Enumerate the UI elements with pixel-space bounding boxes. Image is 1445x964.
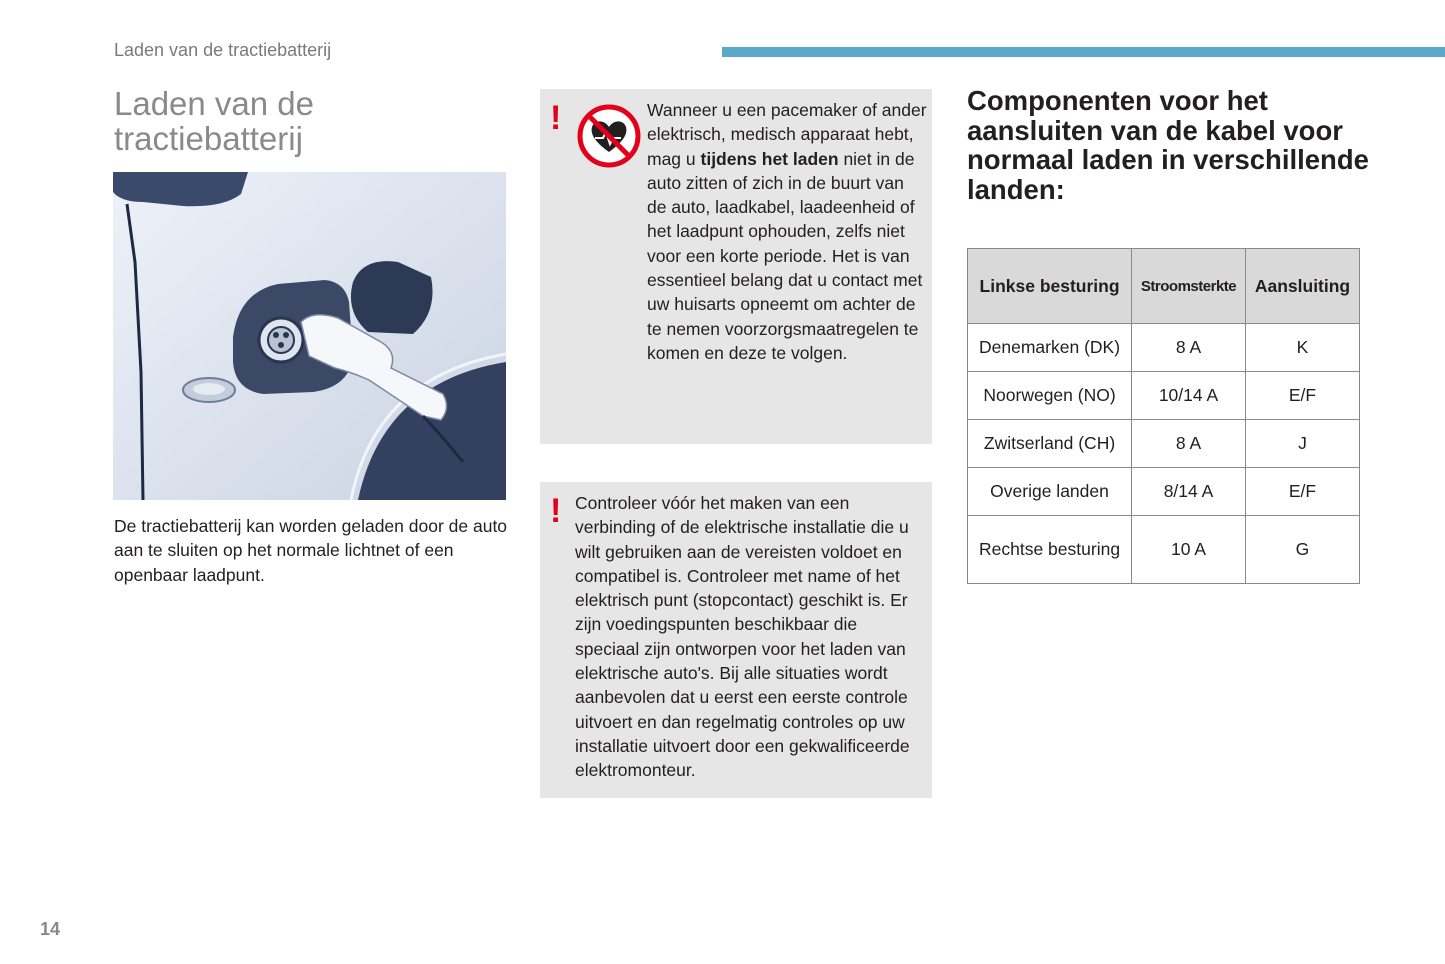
current-cell: 10/14 A (1132, 372, 1246, 420)
table-row (968, 468, 1360, 516)
table-row (968, 372, 1360, 420)
components-title: Componenten voor het aansluiten van de kabel voor normaal laden in verschillende landen: (967, 85, 1369, 205)
connection-cell: J (1245, 420, 1359, 468)
current-cell: 8/14 A (1132, 468, 1246, 516)
charging-port-photo (113, 172, 506, 500)
current-cell: 8 A (1132, 420, 1246, 468)
country-cell: Rechtse besturing (968, 516, 1132, 584)
country-cell: Zwitserland (CH) (968, 420, 1132, 468)
table-row (968, 516, 1360, 584)
connection-cell: G (1245, 516, 1359, 584)
current-cell: 8 A (1132, 324, 1246, 372)
current-cell: 10 A (1132, 516, 1246, 584)
installation-warning-text: Controleer vóór het maken van een verbinding of de elektrische installatie die u wilt gebruiken aan de vereisten voldoet en compatibel is. Controleer met name of het elektrisch punt (stopcontact) geschikt is. Er zijn voedingspunten beschikbaar die speciaal zijn ontworpen voor het laden van elektrische auto's. Bij alle situaties wordt aanbevolen dat u eerst een eerste controle uitvoert en dan regelmatig controles op uw installatie uitvoert door een gekwalificeerde elektromonteur. (575, 493, 910, 781)
connection-cell: K (1245, 324, 1359, 372)
table-row (968, 324, 1360, 372)
installation-warning-box (540, 482, 932, 798)
header-accent-bar (722, 47, 1445, 57)
col-header-connection: Aansluiting (1245, 249, 1359, 324)
photo-caption: De tractiebatterij kan worden geladen door de auto aan te sluiten op het normale lichtnet of een openbaar laadpunt. (114, 516, 508, 585)
col-header-current: Stroomsterkte (1132, 249, 1246, 324)
connection-cell: E/F (1245, 372, 1359, 420)
no-pacemaker-icon (577, 104, 641, 168)
warning-text-bold: tijdens het laden (700, 148, 839, 169)
col-header-driving-side: Linkse besturing (968, 249, 1132, 324)
warning-mark-icon: ! (550, 99, 562, 137)
country-cell: Denemarken (DK) (968, 324, 1132, 372)
running-header: Laden van de tractiebatterij (114, 40, 332, 60)
pacemaker-warning-text (647, 98, 927, 365)
country-cell: Noorwegen (NO) (968, 372, 1132, 420)
section-title: Laden van de tractiebatterij (114, 85, 315, 157)
warning-mark-icon: ! (550, 492, 562, 530)
table-row (968, 420, 1360, 468)
plug-table (967, 248, 1360, 584)
pacemaker-warning-box (540, 89, 932, 444)
page-number: 14 (40, 919, 61, 939)
warning-text-part: Wanneer u een pacemaker of ander elektrisch, medisch apparaat hebt, mag u (647, 100, 927, 169)
table-header-row (968, 249, 1360, 324)
connection-cell: E/F (1245, 468, 1359, 516)
warning-text-part: niet in de auto zitten of zich in de buurt van de auto, laadkabel, laadeenheid of het laadpunt ophouden, zelfs niet voor een korte periode. Het is van essentieel belang dat u contact met uw huisarts opneemt om achter de te nemen voorzorgsmaatregelen te komen en deze te volgen. (647, 148, 923, 363)
country-cell: Overige landen (968, 468, 1132, 516)
